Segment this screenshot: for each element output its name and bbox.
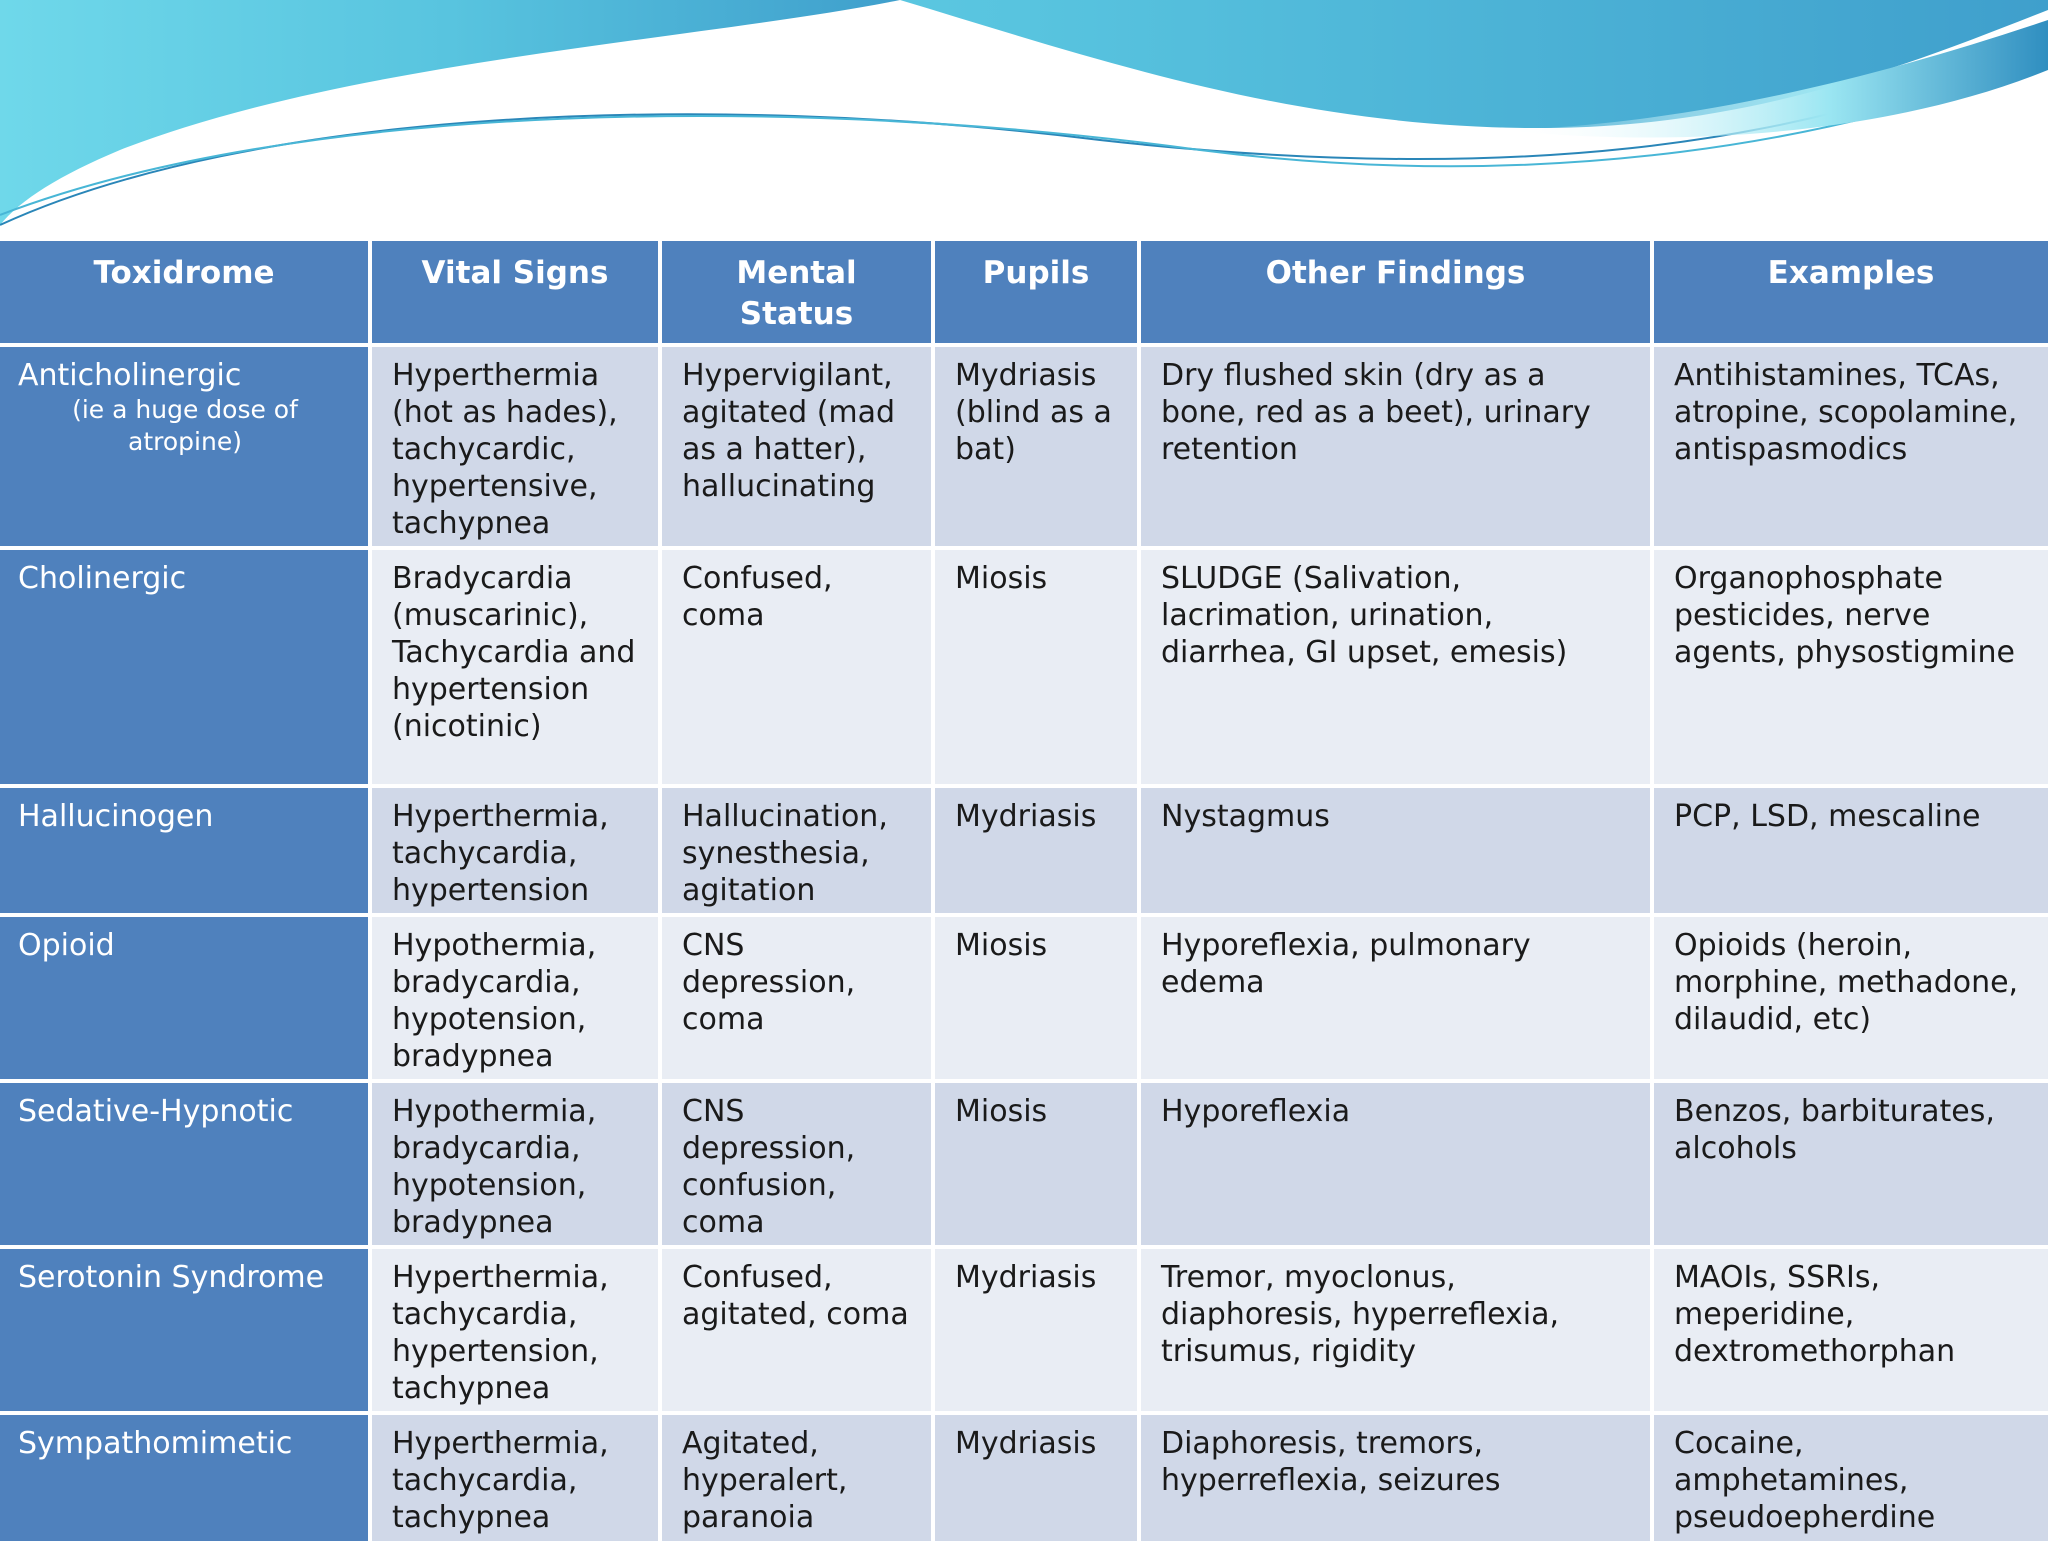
pupils-cell: Miosis [933,1081,1139,1247]
toxidrome-cell: Hallucinogen [0,786,370,915]
table-header-row [0,241,2048,345]
mental-status-cell: CNS depression, confusion, coma [660,1081,933,1247]
vital-signs-cell: Hyperthermia, tachycardia, hypertension, tachypnea [370,1247,660,1413]
toxidrome-cell [0,345,370,548]
toxidrome-cell: Cholinergic [0,548,370,786]
table-row [0,786,2048,915]
mental-status-cell: Hypervigilant, agitated (mad as a hatter), hallucinating [660,345,933,548]
other-findings-cell: Hyporeflexia, pulmonary edema [1139,915,1652,1081]
table-row [0,548,2048,786]
table-row [0,345,2048,548]
mental-status-cell: Hallucination, synesthesia, agitation [660,786,933,915]
other-findings-cell: Hyporeflexia [1139,1081,1652,1247]
toxidrome-cell: Opioid [0,915,370,1081]
pupils-cell: Miosis [933,915,1139,1081]
vital-signs-cell: Bradycardia (muscarinic), Tachycardia and hypertension (nicotinic) [370,548,660,786]
examples-cell: Cocaine, amphetamines, pseudoepherdine [1652,1413,2048,1543]
mental-status-cell: Confused, agitated, coma [660,1247,933,1413]
mental-status-cell: Agitated, hyperalert, paranoia [660,1413,933,1543]
examples-cell: Organophosphate pesticides, nerve agents, physostigmine [1652,548,2048,786]
wave-shape-left [0,0,900,225]
toxidrome-cell: Serotonin Syndrome [0,1247,370,1413]
toxidrome-cell: Sedative-Hypnotic [0,1081,370,1247]
vital-signs-cell: Hypothermia, bradycardia, hypotension, bradypnea [370,915,660,1081]
toxidrome-cell: Sympathomimetic [0,1413,370,1543]
vital-signs-cell: Hyperthermia, tachycardia, hypertension [370,786,660,915]
table-row [0,1413,2048,1543]
other-findings-cell: Tremor, myoclonus, diaphoresis, hyperreflexia, trisumus, rigidity [1139,1247,1652,1413]
other-findings-cell: SLUDGE (Salivation, lacrimation, urination, diarrhea, GI upset, emesis) [1139,548,1652,786]
other-findings-cell: Diaphoresis, tremors, hyperreflexia, seizures [1139,1413,1652,1543]
table-row [0,915,2048,1081]
examples-cell: MAOIs, SSRIs, meperidine, dextromethorphan [1652,1247,2048,1413]
header-other-findings: Other Findings [1139,241,1652,345]
examples-cell: Benzos, barbiturates, alcohols [1652,1081,2048,1247]
pupils-cell: Mydriasis (blind as a bat) [933,345,1139,548]
header-pupils: Pupils [933,241,1139,345]
mental-status-cell: Confused, coma [660,548,933,786]
other-findings-cell: Dry flushed skin (dry as a bone, red as a beet), urinary retention [1139,345,1652,548]
vital-signs-cell: Hyperthermia (hot as hades), tachycardic, hypertensive, tachypnea [370,345,660,548]
toxidrome-name: Anticholinergic [18,358,242,393]
pupils-cell: Miosis [933,548,1139,786]
toxidrome-note: (ie a huge dose of atropine) [72,395,298,456]
other-findings-cell: Nystagmus [1139,786,1652,915]
toxidrome-table [0,241,2048,1545]
mental-status-cell: CNS depression, coma [660,915,933,1081]
examples-cell: Opioids (heroin, morphine, methadone, dilaudid, etc) [1652,915,2048,1081]
vital-signs-cell: Hypothermia, bradycardia, hypotension, bradypnea [370,1081,660,1247]
header-mental-status: Mental Status [660,241,933,345]
pupils-cell: Mydriasis [933,1247,1139,1413]
header-vital-signs: Vital Signs [370,241,660,345]
header-examples: Examples [1652,241,2048,345]
examples-cell: Antihistamines, TCAs, atropine, scopolamine, antispasmodics [1652,345,2048,548]
vital-signs-cell: Hyperthermia, tachycardia, tachypnea [370,1413,660,1543]
toxidrome-table-container [0,241,2048,1535]
examples-cell: PCP, LSD, mescaline [1652,786,2048,915]
wave-banner [0,0,2048,240]
pupils-cell: Mydriasis [933,1413,1139,1543]
table-row [0,1081,2048,1247]
pupils-cell: Mydriasis [933,786,1139,915]
table-row [0,1247,2048,1413]
header-toxidrome: Toxidrome [0,241,370,345]
